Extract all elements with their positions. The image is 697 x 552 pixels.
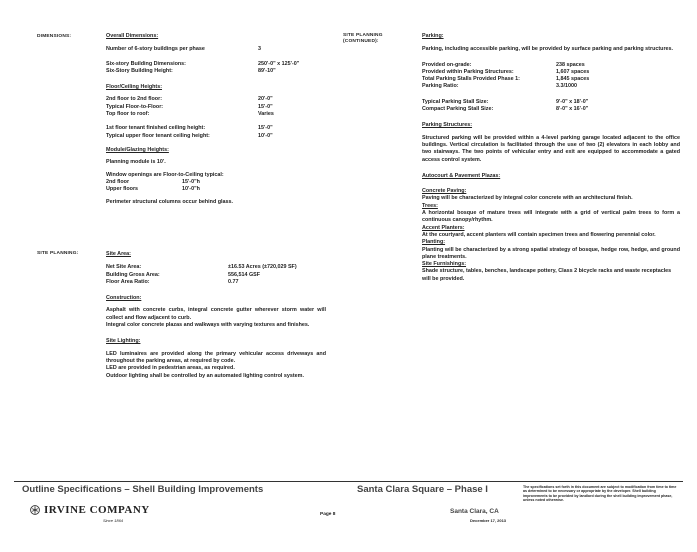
buildings-label: Number of 6-story buildings per phase — [106, 46, 205, 53]
floor-row-value: 15'-0" — [258, 103, 273, 110]
site-area-heading: Site Area: — [106, 251, 131, 257]
parking-row — [422, 62, 680, 69]
six-height-label: Six-Story Building Height: — [106, 67, 173, 74]
six-dims-value: 250'-0" x 125'-0" — [258, 60, 300, 67]
site-row-label: Floor Area Ratio: — [106, 278, 150, 285]
site-planning-continued-label: SITE PLANNING (CONTINUED): — [343, 33, 383, 45]
site-row-label: Net Site Area: — [106, 264, 142, 271]
floor-row-label: 2nd floor to 2nd floor: — [106, 96, 162, 103]
footer-title-left: Outline Specifications – Shell Building Improvements — [22, 484, 264, 495]
stall-row-label: Compact Parking Stall Size: — [422, 106, 494, 113]
trees-heading: Trees: — [422, 202, 438, 209]
stall-row-label: Typical Parking Stall Size: — [422, 98, 489, 105]
lighting-text-1: LED luminaires are provided along the primary vehicular access driveways and throughout the parking areas, at required by code. — [106, 350, 326, 364]
buildings-value: 3 — [258, 46, 261, 53]
floor-row-value: Varies — [258, 111, 274, 118]
parking-row-value: 1,845 spaces — [556, 76, 590, 83]
parking-structures-text: Structured parking will be provided within a 4-level parking garage located adjacent to the office buildings. Vertical circulation is facilitated through the use of two (2) elevators in each lobby and two stairways. The two points of vehicular entry and exit are equipped to accommodate a gated access control system. — [422, 134, 680, 163]
stall-row-value: 8'-0" x 16'-0" — [556, 106, 589, 113]
window-row — [106, 186, 326, 193]
site-row-value: 0.77 — [228, 278, 239, 285]
floor-row — [106, 96, 326, 103]
accent-text: At the courtyard, accent planters will contain specimen trees and flowering perennial color. — [422, 231, 656, 238]
six-height-value: 89'-10" — [258, 67, 276, 74]
parking-structures-heading: Parking Structures: — [422, 122, 473, 129]
parking-row-label: Provided on-grade: — [422, 61, 472, 68]
floor-rows — [106, 96, 326, 118]
floor-row-label: Typical Floor-to-Floor: — [106, 103, 164, 110]
window-row-label: Upper floors — [106, 186, 139, 193]
site-planning-section-label: SITE PLANNING: — [37, 251, 79, 256]
parking-row-value: 238 spaces — [556, 61, 585, 68]
six-dims-row — [106, 61, 326, 68]
stall-row-value: 9'-0" x 18'-0" — [556, 98, 589, 105]
site-area-block — [106, 251, 326, 380]
floor-row — [106, 104, 326, 111]
dimensions-section-label: DIMENSIONS: — [37, 34, 72, 39]
ceiling-row — [106, 125, 326, 132]
construction-text-2: Integral color concrete plazas and walkways with varying textures and finishes. — [106, 322, 310, 329]
site-row — [106, 264, 326, 271]
footer-title-right: Santa Clara Square – Phase I — [357, 484, 488, 495]
window-row — [106, 179, 326, 186]
accent-heading: Accent Planters: — [422, 224, 465, 231]
stall-row — [422, 99, 680, 106]
parking-row — [422, 83, 680, 90]
ceiling-row-label: Typical upper floor tenant ceiling height: — [106, 132, 210, 139]
page-number: Page 8 — [320, 512, 336, 517]
footer-location: Santa Clara, CA — [450, 508, 499, 515]
concrete-heading: Concrete Paving: — [422, 188, 467, 195]
lighting-text-2: LED are provided in pedestrian areas, as required. — [106, 365, 235, 372]
window-row-label: 2nd floor — [106, 178, 130, 185]
footer-rule — [14, 481, 683, 482]
planting-heading: Planting: — [422, 239, 446, 246]
six-dims-label: Six-story Building Dimensions: — [106, 60, 186, 67]
site-row-value: 556,514 GSF — [228, 271, 261, 278]
ceiling-row-value: 15'-0" — [258, 125, 273, 132]
furnishings-text: Shade structure, tables, benches, landscape pottery, Class 2 bicycle racks and waste receptacles will be provided. — [422, 268, 672, 282]
ceiling-row — [106, 133, 326, 140]
window-text: Window openings are Floor-to-Ceiling typical: — [106, 171, 224, 178]
company-logo — [30, 503, 150, 518]
parking-row-value: 3.3/1000 — [556, 83, 577, 90]
construction-heading: Construction: — [106, 295, 142, 302]
parking-row-label: Provided within Parking Structures: — [422, 68, 514, 75]
ceiling-row-value: 10'-0" — [258, 132, 273, 139]
parking-row — [422, 69, 680, 76]
trees-text: A horizontal bosque of mature trees will integrate with a grid of vertical palm trees to form a continuous canopy/rhythm. — [422, 210, 680, 224]
concrete-text: Paving will be characterized by integral color concrete with an architectural finish. — [422, 195, 633, 202]
floor-row-label: Top floor to roof: — [106, 111, 150, 118]
window-row-value: 10'-0"h — [182, 186, 200, 193]
footer-disclaimer: The specifications set forth in this document are subject to modification from time to time as determined to be necessary or appropriate by the developer. Shell building improvements to be provided by landlord during the shell building improvement phase, unless noted otherwise. — [523, 485, 677, 503]
furnishings-heading: Site Furnishings: — [422, 261, 467, 268]
site-row-label: Building Gross Area: — [106, 271, 160, 278]
module-heading: Module/Glazing Heights: — [106, 146, 169, 153]
site-row — [106, 272, 326, 279]
perimeter-text: Perimeter structural columns occur behind glass. — [106, 199, 234, 206]
logo-text: IRVINE COMPANY — [44, 504, 150, 516]
window-row-value: 15'-0"h — [182, 178, 200, 185]
left-column — [106, 33, 326, 207]
module-text: Planning module is 10'. — [106, 159, 166, 166]
site-row-value: ±16.53 Acres (±720,029 SF) — [228, 264, 297, 271]
lighting-text-3: Outdoor lighting shall be controlled by an automated lighting control system. — [106, 372, 304, 379]
parking-row-label: Parking Ratio: — [422, 83, 459, 90]
parking-text: Parking, including accessible parking, will be provided by surface parking and parking structures. — [422, 46, 674, 53]
stall-row — [422, 106, 680, 113]
six-height-row — [106, 68, 326, 75]
parking-heading: Parking: — [422, 33, 444, 39]
right-column — [422, 33, 680, 283]
parking-row-label: Total Parking Stalls Provided Phase 1: — [422, 76, 520, 83]
construction-text-1: Asphalt with concrete curbs, integral concrete gutter wherever storm water will collect and flow adjacent to curb. — [106, 307, 326, 321]
overall-dimensions-heading: Overall Dimensions: — [106, 33, 159, 39]
logo-subtitle: Since 1864 — [103, 518, 124, 523]
site-row — [106, 279, 326, 286]
logo-emblem-icon — [30, 505, 40, 515]
floor-heights-heading: Floor/Ceiling Heights: — [106, 84, 163, 91]
ceiling-rows — [106, 125, 326, 140]
ceiling-row-label: 1st floor tenant finished ceiling height: — [106, 125, 206, 132]
floor-row-value: 20'-0" — [258, 96, 273, 103]
hardscape-heading: Autocourt & Pavement Plazas: — [422, 172, 501, 179]
parking-row — [422, 76, 680, 83]
buildings-row — [106, 46, 326, 53]
planting-text: Planting will be characterized by a strong spatial strategy of bosque, hedge row, hedge, and ground plane treatments. — [422, 246, 680, 260]
parking-row-value: 1,607 spaces — [556, 68, 590, 75]
footer-date: December 17, 2013 — [470, 518, 507, 523]
floor-row — [106, 111, 326, 118]
lighting-heading: Site Lighting: — [106, 338, 141, 345]
